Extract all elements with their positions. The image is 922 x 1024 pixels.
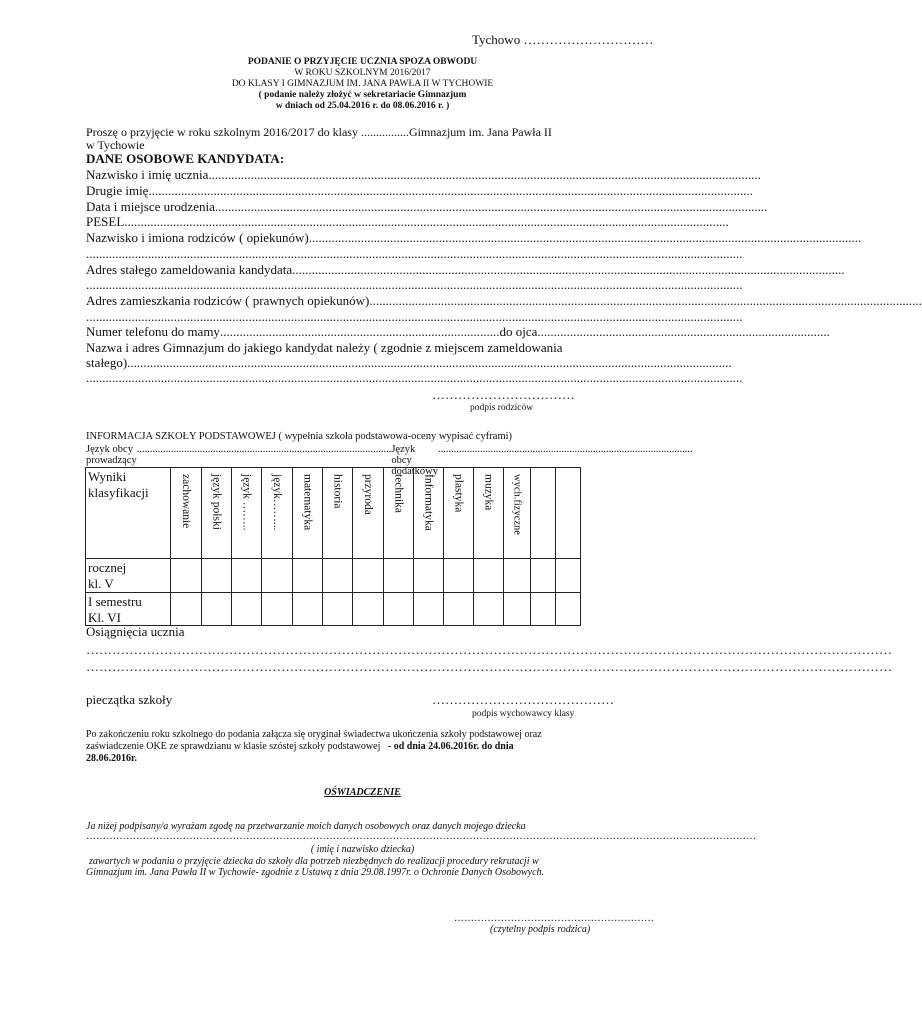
subject-label: historia	[331, 474, 344, 509]
grades-corner	[86, 468, 171, 559]
grade-cell[interactable]	[202, 593, 232, 626]
table-row	[86, 559, 581, 593]
grade-cell[interactable]	[323, 593, 353, 626]
personal-data-heading: DANE OSOBOWE KANDYDATA:	[86, 151, 285, 166]
subject-header	[232, 468, 262, 559]
subject-header	[171, 468, 202, 559]
field-school-label-2: stałego)	[86, 355, 128, 370]
form-school-year: W ROKU SZKOLNYM 2016/2017	[294, 68, 431, 78]
field-phone[interactable]: Numer telefonu do mamy ...................................................................................... do ojca ..........................................................................................	[86, 324, 830, 339]
statement-line-2: zawartych w podaniu o przyjęcie dziecka do szkoły dla potrzeb niezbędnych do realizacji procedury rekrutacji w	[89, 856, 539, 867]
form-title: PODANIE O PRZYJĘCIE UCZNIA SPOZA OBWODU	[247, 57, 478, 67]
grade-cell[interactable]	[171, 559, 202, 593]
subject-header	[504, 468, 531, 559]
field-pesel-label: PESEL	[86, 214, 125, 229]
form-class-school: DO KLASY I GIMNAZJUM IM. JANA PAWŁA II W TYCHOWIE	[231, 79, 494, 89]
grade-cell[interactable]	[556, 559, 581, 593]
grade-cell[interactable]	[504, 593, 531, 626]
parent-signature-line[interactable]: ……………………………………………………	[454, 913, 654, 924]
field-address-cont[interactable]: ..........................................................................................................................................................................................................	[86, 277, 743, 292]
field-pesel[interactable]: PESEL ..........................................................................................................................................................................................	[86, 214, 729, 229]
grade-cell[interactable]	[202, 559, 232, 593]
grade-cell[interactable]	[171, 593, 202, 626]
row-label: I semestru Kl. VI	[86, 593, 171, 626]
subject-label: język……...	[271, 474, 283, 531]
grade-cell[interactable]	[232, 593, 262, 626]
subject-header	[323, 468, 353, 559]
teacher-signature-label: podpis wychowawcy klasy	[472, 709, 575, 719]
row-label: rocznej kl. V	[86, 559, 171, 593]
grade-cell[interactable]	[556, 593, 581, 626]
field-school[interactable]: stałego) ..........................................................................................................................................................................................	[86, 355, 732, 370]
subject-label: przyroda	[362, 474, 374, 515]
statement-title: OŚWIADCZENIE	[324, 787, 401, 798]
field-phone-father-label: do ojca	[499, 324, 538, 339]
field-school-cont[interactable]: ..........................................................................................................................................................................................................	[86, 370, 743, 385]
grade-cell[interactable]	[531, 593, 556, 626]
subject-header	[202, 468, 232, 559]
field-school-line-1	[86, 340, 637, 356]
field-parents-label: Nazwisko i imiona rodziców ( opiekunów)	[86, 230, 309, 245]
teacher-signature-line[interactable]: ……………………………………	[432, 692, 614, 707]
grade-cell[interactable]	[262, 593, 293, 626]
child-name-line[interactable]: …………………………………………………………………………………………………………………………………………………………………………………	[86, 831, 756, 842]
subject-label: język polski	[210, 474, 223, 530]
subject-header-empty	[556, 468, 581, 559]
lang-extra-label: Język obcy dodatkowy	[391, 444, 439, 477]
subject-label: język ……..	[240, 474, 253, 531]
grade-cell[interactable]	[444, 593, 474, 626]
field-phone-mother-label: Numer telefonu do mamy	[86, 324, 220, 339]
table-row	[86, 593, 581, 626]
grade-cell[interactable]	[262, 559, 293, 593]
field-address[interactable]: Adres stałego zameldowania kandydata ..........................................................................................................................................................................	[86, 262, 845, 277]
grade-cell[interactable]	[384, 559, 414, 593]
field-surname[interactable]: Nazwisko i imię ucznia ..........................................................................................................................................................................	[86, 167, 761, 182]
note-line-3: 28.06.2016r.	[86, 753, 138, 764]
subject-label: Informatyka	[422, 474, 435, 531]
lang-main-label: Język obcy prowadzący	[86, 444, 137, 466]
grades-corner-line-2: klasyfikacji	[88, 485, 149, 500]
subject-header	[293, 468, 323, 559]
subject-header	[444, 468, 474, 559]
field-parents[interactable]: Nazwisko i imiona rodziców ( opiekunów) ..........................................................................................................................................................................	[86, 230, 862, 245]
field-parents-cont[interactable]: ..........................................................................................................................................................................................................	[86, 246, 743, 261]
grade-cell[interactable]	[293, 593, 323, 626]
grade-cell[interactable]	[384, 593, 414, 626]
grade-cell[interactable]	[474, 593, 504, 626]
subject-label: matematyka	[301, 474, 314, 531]
grade-cell[interactable]	[232, 559, 262, 593]
field-address-label: Adres stałego zameldowania kandydata	[86, 262, 293, 277]
field-birth-label: Data i miejsce urodzenia	[86, 199, 215, 214]
subject-label: wych.fizyczne	[511, 474, 523, 535]
field-second-name-label: Drugie imię	[86, 183, 149, 198]
note-line-2: zaświadczenie OKE ze sprawdzianu w klasie szóstej szkoły podstawowej - od dnia 24.06.2016r. do dnia	[86, 741, 514, 752]
place-date: Tychowo …………………………	[472, 32, 654, 47]
language-fields[interactable]: Język obcy prowadzący ................................................................................................. Język obcy dodatkowy .................................................................................................	[86, 444, 693, 477]
grade-cell[interactable]	[531, 559, 556, 593]
field-parents-address[interactable]: Adres zamieszkania rodziców ( prawnych opiekunów) ..........................................................................................................................................................................	[86, 293, 922, 308]
grade-cell[interactable]	[474, 559, 504, 593]
grade-cell[interactable]	[353, 593, 384, 626]
subject-header	[474, 468, 504, 559]
parents-signature-label: podpis rodziców	[470, 403, 534, 413]
field-school-label-1: Nazwa i adres Gimnazjum do jakiego kandydat należy ( zgodnie z miejscem zameldowania	[86, 340, 563, 355]
subject-label: zachowanie	[180, 474, 192, 529]
achievements-line-1[interactable]: ……………………………………………………………………………………………………………………………………………………………………	[86, 642, 892, 657]
grades-table	[85, 467, 581, 626]
grade-cell[interactable]	[414, 559, 444, 593]
form-submit-dates: w dniach od 25.04.2016 r. do 08.06.2016 r. )	[275, 101, 450, 111]
subject-header	[384, 468, 414, 559]
subject-label: muzyka	[482, 474, 495, 511]
grade-cell[interactable]	[323, 559, 353, 593]
request-line-2: w Tychowie	[86, 138, 145, 152]
statement-line-3: Gimnazjum im. Jana Pawła II w Tychowie- zgodnie z Ustawą z dnia 29.08.1997r. o Ochronie Danych Osobowych.	[86, 867, 545, 878]
subject-header	[414, 468, 444, 559]
grade-cell[interactable]	[444, 559, 474, 593]
subject-header-empty	[531, 468, 556, 559]
subject-header	[262, 468, 293, 559]
field-parents-address-cont[interactable]: ..........................................................................................................................................................................................................	[86, 309, 743, 324]
grade-cell[interactable]	[504, 559, 531, 593]
parent-signature-label: (czytelny podpis rodzica)	[490, 924, 591, 935]
achievements-line-2[interactable]: ……………………………………………………………………………………………………………………………………………………………………	[86, 659, 892, 674]
subject-label: plastyka	[452, 474, 465, 513]
statement-line-1: Ja niżej podpisany/a wyrażam zgodę na przetwarzanie moich danych osobowych oraz danych mojego dziecka	[86, 821, 526, 832]
grade-cell[interactable]	[293, 559, 323, 593]
school-stamp-label: pieczątka szkoły	[86, 692, 173, 707]
subject-label: technika	[392, 474, 405, 513]
subject-header	[353, 468, 384, 559]
child-name-caption: ( imię i nazwisko dziecka)	[310, 844, 415, 855]
primary-school-info: INFORMACJA SZKOŁY PODSTAWOWEJ ( wypełnia szkoła podstawowa-oceny wypisać cyframi)	[86, 431, 513, 442]
achievements-label: Osiągnięcia ucznia	[86, 624, 185, 639]
request-line-1: Proszę o przyjęcie w roku szkolnym 2016/2017 do klasy ................Gimnazjum im. Jana Pawła II	[86, 125, 552, 139]
note-line-1: Po zakończeniu roku szkolnego do podania załącza się oryginał świadectwa ukończenia szkoły podstawowej oraz	[86, 729, 542, 740]
field-surname-label: Nazwisko i imię ucznia	[86, 167, 209, 182]
form-submit-note: ( podanie należy złożyć w sekretariacie Gimnazjum	[258, 90, 467, 100]
field-birth[interactable]: Data i miejsce urodzenia ..........................................................................................................................................................................	[86, 199, 768, 214]
field-second-name[interactable]: Drugie imię ..........................................................................................................................................................................................	[86, 183, 753, 198]
grades-corner-line-1: Wyniki	[88, 469, 127, 484]
parents-signature-line[interactable]: ……………………………	[432, 387, 575, 402]
grade-cell[interactable]	[353, 559, 384, 593]
field-parents-address-label: Adres zamieszkania rodziców ( prawnych opiekunów)	[86, 293, 370, 308]
grade-cell[interactable]	[414, 593, 444, 626]
